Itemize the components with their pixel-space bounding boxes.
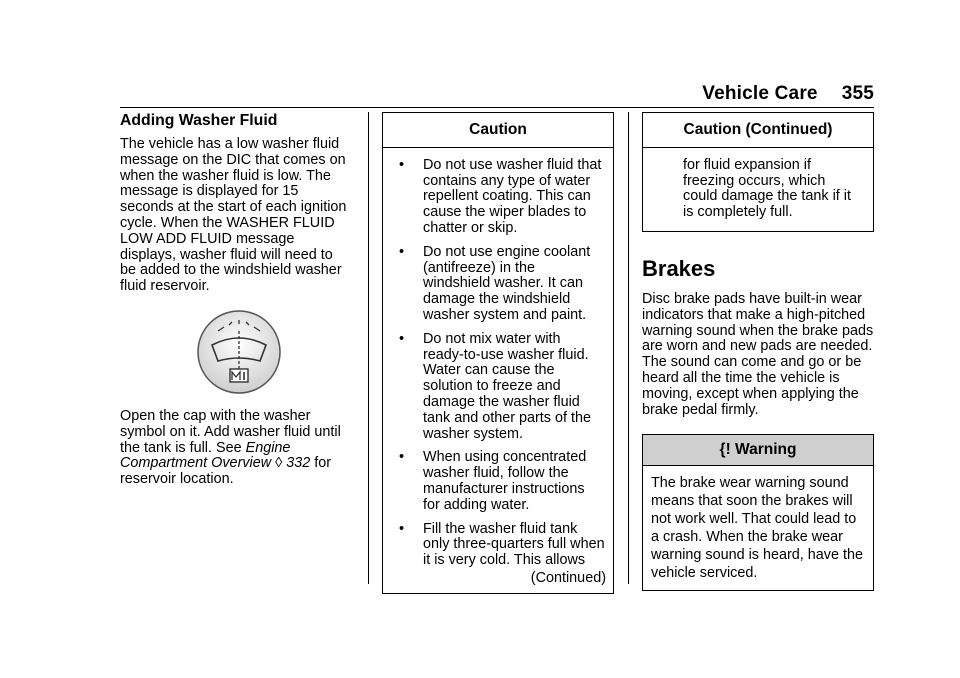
page-header <box>702 83 874 105</box>
column-3 <box>642 112 874 591</box>
caution-box <box>382 112 614 594</box>
engine-compartment-link[interactable]: Engine Compartment Overview <box>120 439 291 472</box>
column-divider-1 <box>368 112 369 584</box>
warning-title: {! Warning <box>643 435 873 466</box>
page-ref-icon: ◊ <box>275 455 283 472</box>
refill-paragraph: Open the cap with the washer symbol on it. Add washer fluid until the tank is full. See Engine Compartment Overview ◊ 332 for reservoir location. <box>120 407 341 488</box>
warning-icon: {! <box>719 441 731 459</box>
section-title: Vehicle Care <box>702 83 818 104</box>
bullet-icon: • <box>399 330 405 347</box>
caution-item: • Do not use washer fluid that contains any type of water repellent coating. This can cause the wiper blades to chatter or skip. <box>399 156 602 236</box>
caution-item: • Do not use engine coolant (antifreeze) in the windshield washer. It can damage the windshield washer system and paint. <box>399 243 591 323</box>
page-ref-number[interactable]: 332 <box>286 455 311 472</box>
bullet-icon: • <box>399 243 405 260</box>
continued-label: (Continued) <box>530 569 606 586</box>
caution-item: • When using concentrated washer fluid, follow the manufacturer instructions for adding water. <box>399 449 587 513</box>
column-1 <box>120 112 352 488</box>
caution-item: • Fill the washer fluid tank only three-quarters full when it is very cold. This allows <box>399 520 605 569</box>
brakes-heading: Brakes <box>642 255 716 281</box>
header-rule <box>120 107 874 108</box>
warning-text: The brake wear warning sound means that soon the brakes will not work well. That could lead to a crash. When the brake wear warning sound is heard, have the vehicle serviced. <box>651 475 864 582</box>
warning-box <box>642 434 874 591</box>
caution-title: Caution <box>383 113 613 148</box>
bullet-icon: • <box>399 449 405 466</box>
caution-list <box>383 148 613 569</box>
column-divider-2 <box>628 112 629 584</box>
caution-continued-text: for fluid expansion if freezing occurs, which could damage the tank if it is completely full. <box>683 156 851 221</box>
caution-continued-title: Caution (Continued) <box>643 113 873 148</box>
bullet-icon: • <box>399 156 405 173</box>
column-2 <box>382 112 614 594</box>
washer-fluid-icon <box>196 309 282 395</box>
brakes-paragraph: Disc brake pads have built-in wear indicators that make a high-pitched warning sound when the brake pads are worn and new pads are needed. The sound can come and go or be heard all the time the vehicle is moving, except when applying the brake pedal firmly. <box>642 290 874 418</box>
page-number: 355 <box>841 83 874 104</box>
caution-continued-box <box>642 112 874 232</box>
intro-paragraph: The vehicle has a low washer fluid message on the DIC that comes on when the washer fluid is low. The message is displayed for 15 seconds at the start of each ignition cycle. When the WASHER FLUID LOW ADD FLUID message displays, washer fluid will need to be added to the windshield washer fluid reservoir. <box>120 136 347 295</box>
caution-item: • Do not mix water with ready-to-use washer fluid. Water can cause the solution to freeze and damage the washer fluid tank and other parts of the washer system. <box>399 330 592 442</box>
bullet-icon: • <box>399 520 405 537</box>
section-heading: Adding Washer Fluid <box>120 112 278 129</box>
